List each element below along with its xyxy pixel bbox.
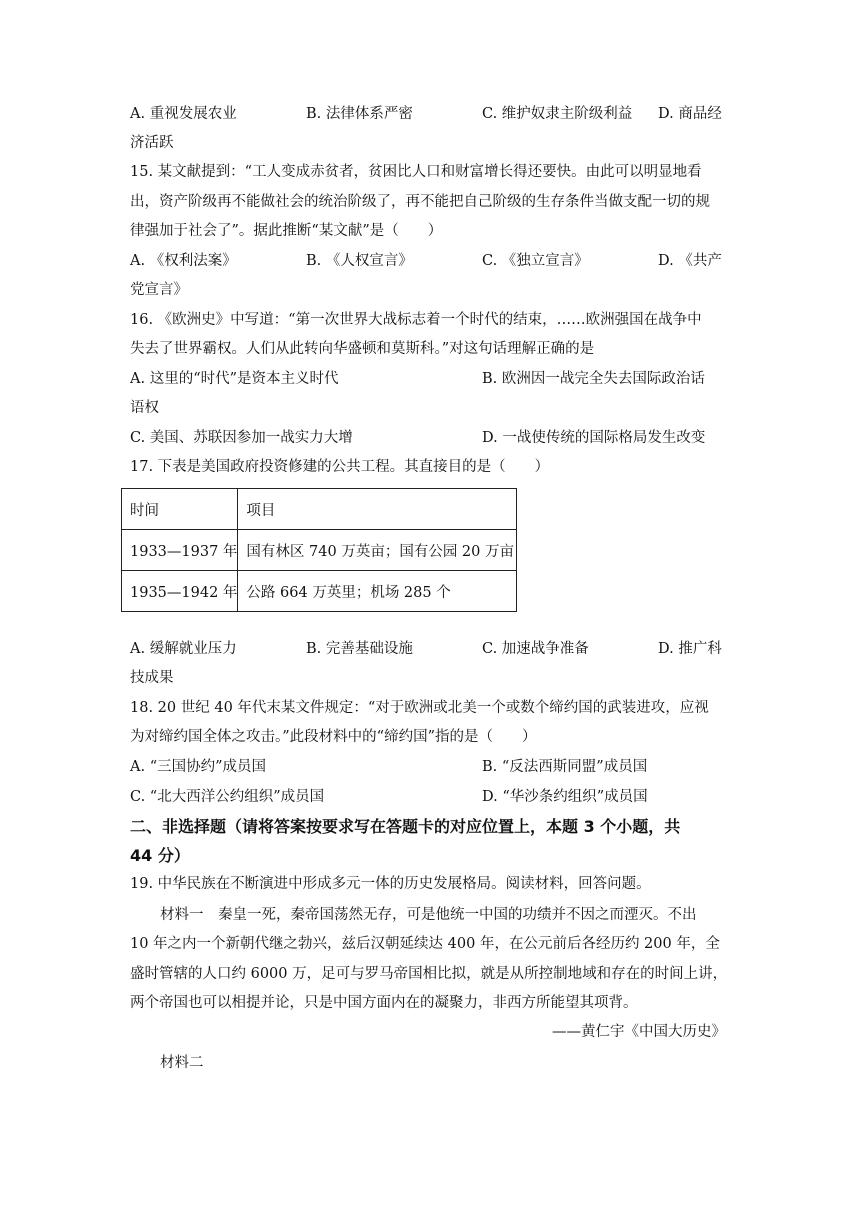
section-heading-line-2: 44 分） xyxy=(130,846,190,865)
q15-stem-line-2: 出，资产阶级再不能做社会的统治阶级了，再不能把自己阶级的生存条件当做支配一切的规 xyxy=(130,194,710,210)
q16-option-b: B. 欧洲因一战完全失去国际政治话 xyxy=(482,371,705,387)
q15-stem-line-3: 律强加于社会了”。据此推断“某文献”是（ ） xyxy=(130,223,443,239)
table-cell-time: 1935—1942 年 xyxy=(122,571,238,612)
table-header-project: 项目 xyxy=(238,489,517,530)
table-header-time: 时间 xyxy=(122,489,238,530)
table-cell-time: 1933—1937 年 xyxy=(122,530,238,571)
table-row xyxy=(122,530,517,571)
section-heading-line-1: 二、非选择题（请将答案按要求写在答题卡的对应位置上，本题 3 个小题，共 xyxy=(130,817,681,836)
q16-option-a: A. 这里的“时代”是资本主义时代 xyxy=(130,371,339,387)
material1-line-1: 材料一 秦皇一死，秦帝国荡然无存，可是他统一中国的功绩并不因之而湮灭。不出 xyxy=(160,907,697,923)
q14-option-b: B. 法律体系严密 xyxy=(306,106,413,122)
q18-option-a: A. “三国协约”成员国 xyxy=(130,759,267,775)
q18-option-b: B. “反法西斯同盟”成员国 xyxy=(482,759,648,775)
q17-option-a: A. 缓解就业压力 xyxy=(130,641,237,657)
q16-stem-line-1: 16. 《欧洲史》中写道：“第一次世界大战标志着一个时代的结束，……欧洲强国在战争中 xyxy=(130,312,702,328)
q14-option-c: C. 维护奴隶主阶级利益 xyxy=(482,106,633,122)
q16-option-b-wrap: 语权 xyxy=(130,400,159,416)
q18-stem-line-1: 18. 20 世纪 40 年代末某文件规定：“对于欧洲或北美一个或数个缔约国的武装进攻，应视 xyxy=(130,700,709,716)
table-header-row xyxy=(122,489,517,530)
table-cell-project: 公路 664 万英里；机场 285 个 xyxy=(238,571,517,612)
q17-option-c: C. 加速战争准备 xyxy=(482,641,589,657)
q14-option-d-wrap: 济活跃 xyxy=(130,135,174,151)
q16-option-c: C. 美国、苏联因参加一战实力大增 xyxy=(130,430,353,446)
q17-option-b: B. 完善基础设施 xyxy=(306,641,413,657)
q19-stem: 19. 中华民族在不断演进中形成多元一体的历史发展格局。阅读材料，回答问题。 xyxy=(130,876,651,892)
q15-option-d: D. 《共产 xyxy=(658,253,722,269)
material2-label: 材料二 xyxy=(160,1055,204,1071)
q15-option-a: A. 《权利法案》 xyxy=(130,253,237,269)
q14-option-a: A. 重视发展农业 xyxy=(130,106,237,122)
q15-option-b: B. 《人权宣言》 xyxy=(306,253,413,269)
q14-option-d: D. 商品经 xyxy=(658,106,722,122)
q18-stem-line-2: 为对缔约国全体之攻击。”此段材料中的“缔约国”指的是（ ） xyxy=(130,729,537,745)
q16-stem-line-2: 失去了世界霸权。人们从此转向华盛顿和莫斯科。”对这句话理解正确的是 xyxy=(130,341,595,357)
q15-stem-line-1: 15. 某文献提到：“工人变成赤贫者，贫困比人口和财富增长得还要快。由此可以明显地看 xyxy=(130,164,702,180)
q18-option-d: D. “华沙条约组织”成员国 xyxy=(482,789,648,805)
material1-line-4: 两个帝国也可以相提并论，只是中国方面内在的凝聚力，非西方所能望其项背。 xyxy=(130,995,638,1011)
material1-source: ——黄仁宇《中国大历史》 xyxy=(552,1024,726,1040)
q17-stem: 17. 下表是美国政府投资修建的公共工程。其直接目的是（ ） xyxy=(130,459,550,475)
table-cell-project: 国有林区 740 万英亩；国有公园 20 万亩 xyxy=(238,530,517,571)
q17-option-d: D. 推广科 xyxy=(658,641,722,657)
table-row xyxy=(122,571,517,612)
q16-option-d: D. 一战使传统的国际格局发生改变 xyxy=(482,430,706,446)
q17-table xyxy=(121,488,517,612)
q18-option-c: C. “北大西洋公约组织”成员国 xyxy=(130,789,325,805)
material1-line-2: 10 年之内一个新朝代继之勃兴，兹后汉朝延续达 400 年，在公元前后各经历约 200 年，全 xyxy=(130,936,720,952)
q15-option-c: C. 《独立宣言》 xyxy=(482,253,589,269)
q17-option-d-wrap: 技成果 xyxy=(130,670,174,686)
material1-line-3: 盛时管辖的人口约 6000 万，足可与罗马帝国相比拟，就是从所控制地域和存在的时间上讲， xyxy=(130,966,728,982)
q15-option-d-wrap: 党宣言》 xyxy=(130,282,188,298)
